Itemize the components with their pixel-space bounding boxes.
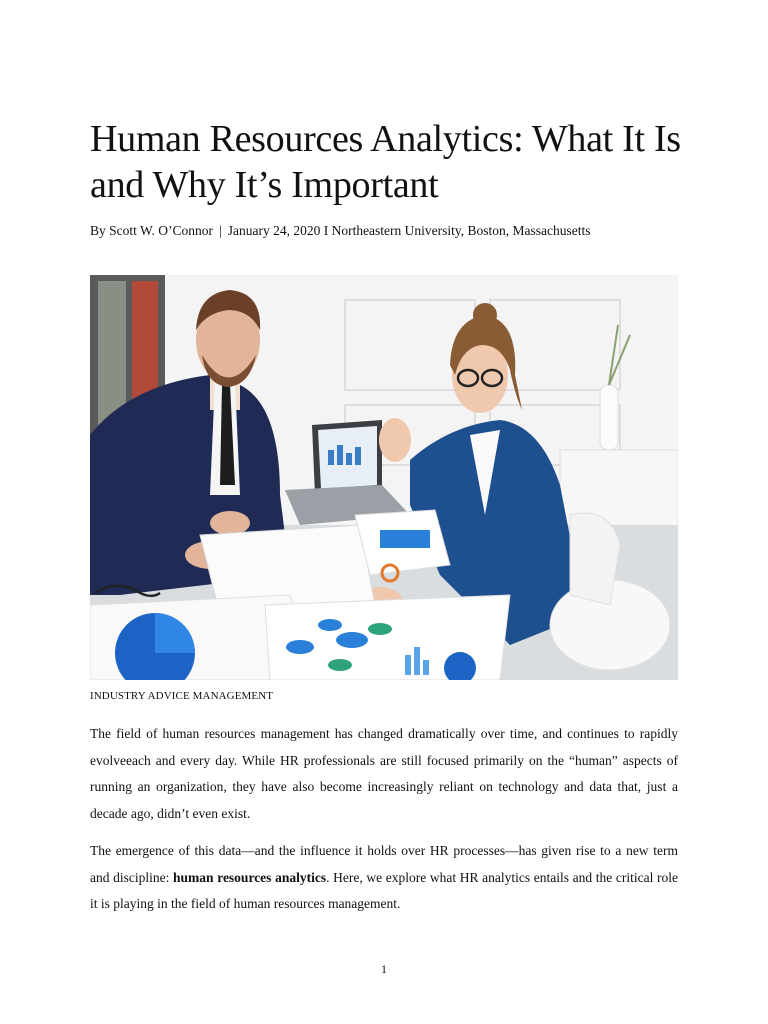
paragraph-2-text-end: . Here, we explore what HR analytics entails and the critical role it is playing in the field of human resources management. [90,869,679,911]
article-title: Human Resources Analytics: What It Is and Why It’s Important [90,118,681,206]
article-photo [90,275,678,680]
paragraph-2-bold-term: human resources analytics [173,869,327,885]
paragraph-2-text-start: The emergence of this data—and the influence it holds over HR processes—has given rise to a new term and discipline: [90,843,678,885]
byline-separator: | [219,223,222,238]
article-paragraph-1: The field of human resources management has changed dramatically over time, and continues to rapidly evolveeach and every day. While HR professionals are still focused primarily on the “human” aspects of running an organization, they have also become increasingly reliant on technology and data that, just a decade ago, didn’t even exist. [90,726,678,821]
article-category-kicker: INDUSTRY ADVICE MANAGEMENT [90,690,274,702]
article-paragraph-2 [90,838,678,918]
article-byline [90,222,690,240]
byline-date-place: January 24, 2020 I Northeastern University, Boston, Massachusetts [227,223,591,238]
page-number: 1 [381,962,387,976]
byline-author: By Scott W. O’Connor [90,223,214,238]
